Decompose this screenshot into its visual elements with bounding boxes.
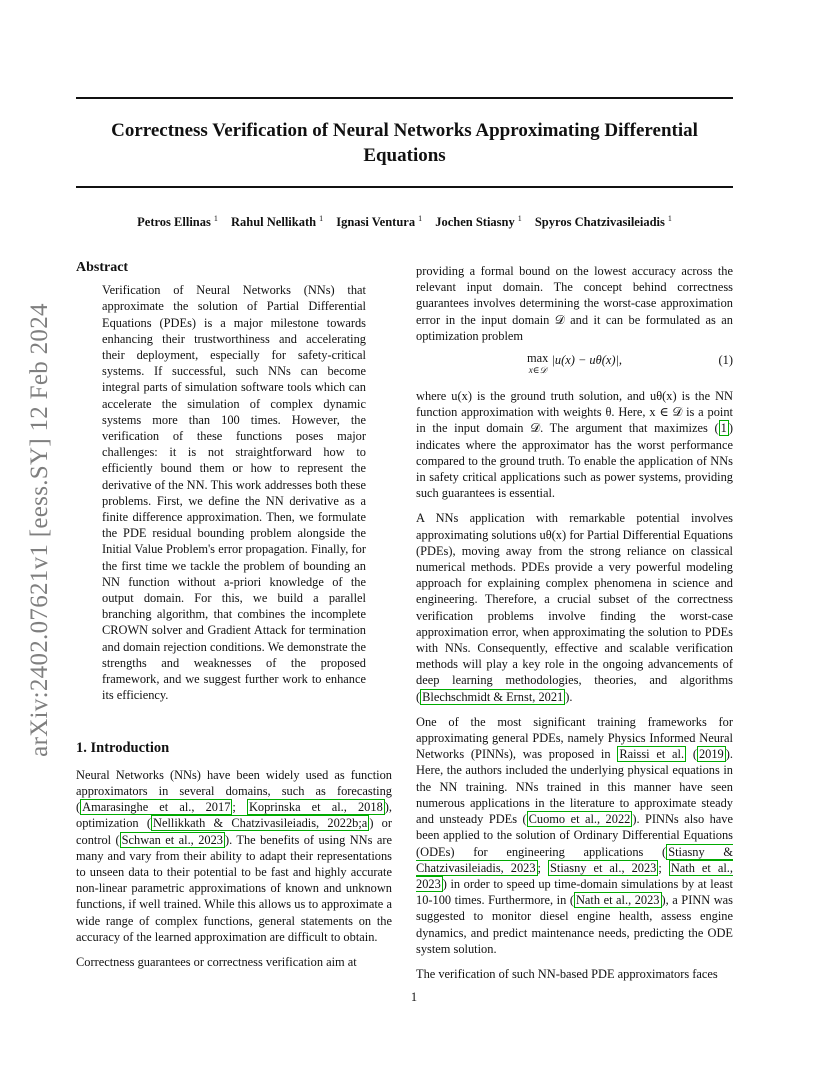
- citation-link[interactable]: Koprinska et al., 2018: [248, 800, 383, 815]
- citation-link[interactable]: Stiasny et al., 2023: [549, 860, 657, 875]
- citation-link[interactable]: Schwan et al., 2023: [121, 832, 223, 847]
- text-run: ), a PINN was suggested to monitor diesel engine health, assess engine dynamics, and predict maintenance needs, predicting the ODE system solution.: [416, 893, 734, 956]
- author: [336, 215, 422, 229]
- author: [435, 215, 522, 229]
- affiliation-mark: 1: [319, 214, 324, 223]
- intro-paragraph: Correctness guarantees or correctness verification aim at: [76, 954, 357, 969]
- citation-link[interactable]: Nath et al., 2023: [575, 893, 660, 908]
- page-number: 1: [410, 990, 418, 1004]
- body-paragraph: providing a formal bound on the lowest accuracy across the relevant input domain. The concept behind correctness guarantees involves determining the worst-case approximation error in the input domain 𝒟 and it can be formulated as an optimization problem: [416, 264, 733, 343]
- abstract-text: Verification of Neural Networks (NNs) that approximate the solution of Partial Differential Equations (PDEs) is a major milestone towards enhancing their trustworthiness and accelerating their deployment, especially for safety-critical systems. If successful, such NNs can become integral parts of simulation software tools which can accelerate the simulation of complex dynamic systems more than 100 times. However, the verification of these functions poses major challenges: it is not straightforward how to efficiently bound them or how to represent the derivative of the NN. This work addresses both these problems. First, we define the NN derivative as a finite difference approximation. Then, we formulate the PDE residual bounding problem alongside the Initial Value Problem's error propagation. Finally, for the first time we tackle the problem of bounding an NN function without a-priori knowledge of the output domain. For this, we build a parallel branching algorithm, that combines the incomplete CROWN solver and Gradient Attack for termination and domain rejection conditions. We demonstrate the strengths and weaknesses of the proposed framework, and we suggest further work to enhance its efficiency.: [102, 283, 366, 703]
- citation-link[interactable]: 2019: [698, 747, 724, 762]
- text-run: One of the most significant training frameworks for approximating general PDEs, namely Physics Informed Neural Networks (PINNs), was proposed in: [416, 714, 733, 762]
- author-name: Ignasi Ventura: [336, 215, 416, 229]
- equation-expression: [527, 352, 622, 376]
- arxiv-stamp: [20, 280, 60, 780]
- text-run: ;: [537, 860, 548, 875]
- text-run: ;: [658, 860, 669, 875]
- author-name: Spyros Chatzivasileiadis: [534, 215, 665, 229]
- author-list: [76, 214, 733, 230]
- max-operator: max: [527, 351, 549, 366]
- equation-1: [416, 352, 733, 378]
- body-paragraph: The verification of such NN-based PDE approximators faces: [416, 966, 718, 981]
- text-run: A NNs application with remarkable potential involves approximating solutions uθ(x) for Partial Differential Equations (PDEs), moving away from the strong reliance on classical numerical methods. PDEs provide a very powerful modeling approach for explaining complex phenomena in science and engineering. Therefore, a crucial subset of the correctness verification problems involve finding the worst-case approximation error, when approximating the solution to PDEs with NNs. Consequently, effective and scalable verification methods will play a key role in the ongoing advancements of deep learning methodologies, theories, and algorithms (: [416, 511, 733, 704]
- section-heading-introduction: 1. Introduction: [76, 740, 170, 757]
- affiliation-mark: 1: [667, 214, 672, 223]
- right-column: [416, 263, 733, 982]
- affiliation-mark: 1: [517, 214, 522, 223]
- citation-link[interactable]: Cuomo et al., 2022: [528, 812, 631, 827]
- citation-link[interactable]: Nellikkath & Chatzivasileiadis, 2022b;a: [153, 816, 368, 831]
- abstract-heading: Abstract: [76, 260, 129, 275]
- text-run: (: [686, 747, 697, 762]
- text-run: ). Here, the authors included the underlying physical equations in the NN training. NNs trained in this manner have seen numerous applications in the literature to approximate steady and unsteady PDEs (: [416, 747, 733, 827]
- text-run: ) in order to speed up time-domain simulations by at least 10-100 times. Furthermore, in (: [416, 876, 733, 908]
- text-run: ) indicates where the approximator has the worst performance compared to the ground truth. To enable the application of NNs in safety critical applications such as power systems, providing such guarantees is essential.: [416, 421, 733, 501]
- text-run: ), optimization (: [76, 800, 392, 831]
- text-run: Neural Networks (NNs) have been widely used as function approximators in several domains, such as forecasting (: [76, 767, 392, 815]
- author-name: Jochen Stiasny: [435, 215, 515, 229]
- text-run: ;: [232, 800, 247, 815]
- text-run: ).: [565, 689, 573, 704]
- text-run: where u(x) is the ground truth solution, and uθ(x) is the NN function approximation with weights θ. Here, x ∈ 𝒟 is a point in the input domain 𝒟. The argument that maximizes (: [416, 389, 733, 436]
- text-run: ). PINNs also have been applied to the solution of Ordinary Differential Equations (ODEs) for engineering applications (: [416, 812, 733, 859]
- author: [231, 215, 323, 229]
- body-paragraph: [416, 388, 733, 501]
- citation-link[interactable]: Stiasny & Chatzivasileiadis, 2023: [416, 844, 733, 875]
- citation-link[interactable]: Nath et al., 2023: [416, 860, 733, 891]
- equation-number: (1): [718, 353, 733, 368]
- text-run: ) or control (: [76, 816, 392, 847]
- paper-title: Correctness Verification of Neural Networks Approximating Differential Equations: [111, 120, 698, 166]
- equation-max: [527, 352, 548, 376]
- author-name: Rahul Nellikath: [231, 215, 317, 229]
- text-run: ). The benefits of using NNs are many and vary from their ability to adapt their representations to unseen data to their potential to be fast and highly accurate non-linear parametric approximations of known and unknown functions, if well trained. While this allows us to approximate a wide range of complex functions, general statements on the accuracy of the learned approximation are difficult to obtain.: [76, 832, 392, 944]
- citation-link[interactable]: Blechschmidt & Ernst, 2021: [422, 689, 564, 704]
- affiliation-mark: 1: [213, 214, 218, 223]
- author: [137, 215, 218, 229]
- affiliation-mark: 1: [418, 214, 423, 223]
- max-subscript: x∈𝒟: [528, 365, 547, 376]
- title-rule-bottom: [76, 186, 733, 188]
- citation-link[interactable]: Amarasinghe et al., 2017: [82, 800, 231, 815]
- author-name: Petros Ellinas: [137, 215, 211, 229]
- citation-link[interactable]: Raissi et al.: [619, 747, 685, 762]
- body-paragraph: [416, 714, 733, 957]
- left-column: [76, 260, 392, 970]
- body-paragraph: [416, 510, 733, 704]
- title-rule-top: [76, 97, 733, 99]
- author: [535, 215, 672, 229]
- arxiv-stamp-text: arXiv:2402.07621v1 [eess.SY] 12 Feb 2024: [26, 303, 53, 757]
- equation-ref-link[interactable]: 1: [720, 421, 727, 436]
- intro-paragraph: [76, 767, 392, 945]
- equation-body: |u(x) − uθ(x)|,: [551, 353, 622, 368]
